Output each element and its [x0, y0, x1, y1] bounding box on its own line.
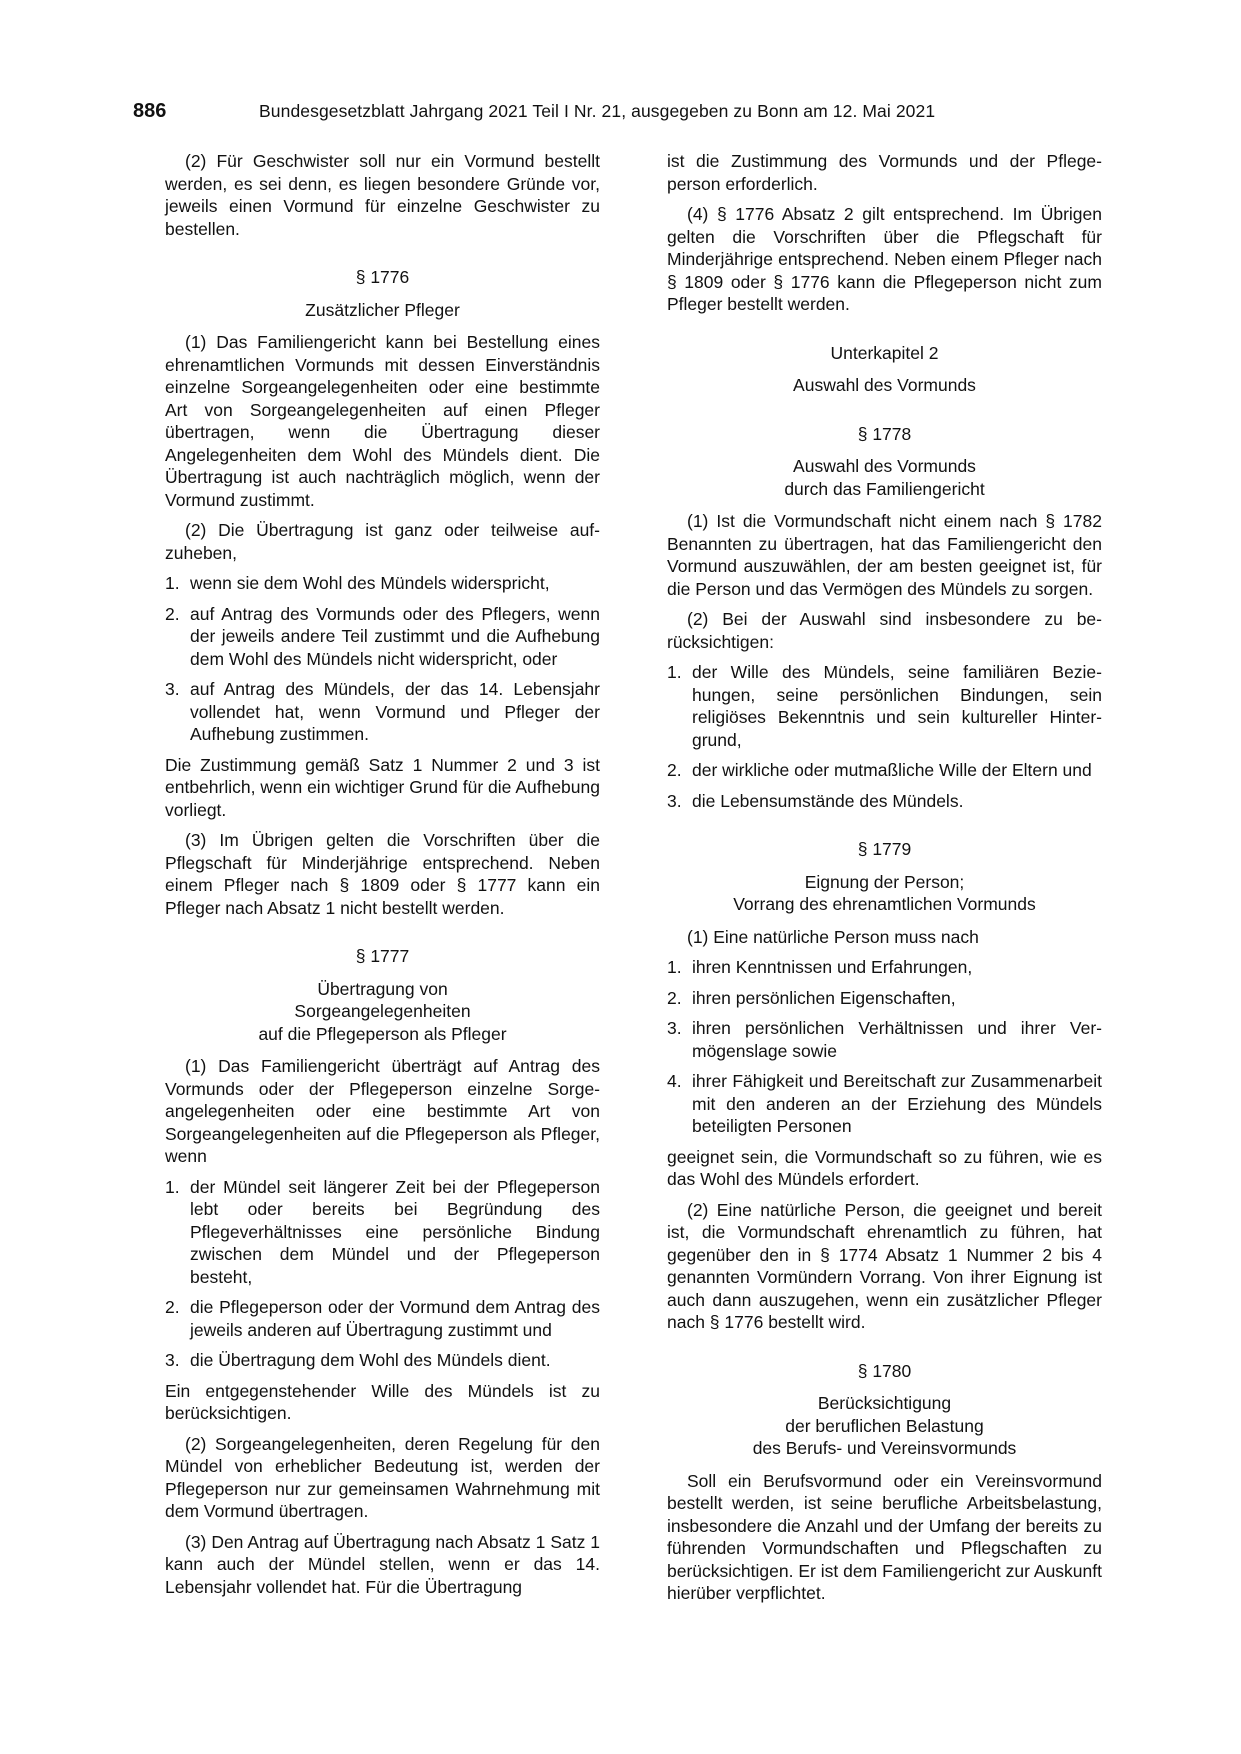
- paragraph: geeignet sein, die Vormundschaft so zu führen, wie es das Wohl des Mündels erfordert.: [667, 1146, 1102, 1189]
- subchapter-label: Unterkapitel 2: [830, 342, 939, 363]
- list-item: 3. ihren persönlichen Verhältnissen und ihrer Vermögenslage sowie: [667, 1018, 1102, 1061]
- enumeration: [165, 572, 600, 746]
- section-title: Übertragung von Sorgeangelegenheiten auf die Pflegeperson als Pfleger: [258, 978, 507, 1044]
- left-column: [165, 150, 600, 1606]
- paragraph: (2) Die Übertragung ist ganz oder teilweise aufzuheben,: [165, 520, 600, 563]
- section-title: Berücksichtigung der beruflichen Belastung des Berufs- und Vereinsvormunds: [752, 1393, 1017, 1458]
- section-title: Auswahl des Vormunds durch das Familiengericht: [784, 456, 985, 499]
- paragraph: (2) Bei der Auswahl sind insbesondere zu berücksichtigen:: [667, 609, 1102, 652]
- list-item: 1. der Wille des Mündels, seine familiären Beziehungen, seine persönlichen Bindungen, sein religiöses Bekenntnis und sein kultureller Hintergrund,: [667, 662, 1102, 750]
- paragraph: ist die Zustimmung des Vormunds und der Pflegeperson erforderlich.: [667, 151, 1102, 194]
- paragraph: (4) § 1776 Absatz 2 gilt entsprechend. Im Übrigen gelten die Vorschriften über die Pflegschaft für Minderjährige entsprechend. Neben einem Pfleger nach § 1809 oder § 1776 kann die Pflegeperson nicht zum Pfleger bestellt werden.: [667, 204, 1102, 314]
- section-number: § 1777: [355, 946, 410, 966]
- list-item: 2. der wirkliche oder mutmaßliche Wille der Eltern und: [667, 760, 1092, 780]
- list-item: 1. wenn sie dem Wohl des Mündels widerspricht,: [165, 573, 550, 593]
- list-item: 3. auf Antrag des Mündels, der das 14. Lebensjahr vollendet hat, wenn Vormund und Pfleger der Aufhebung zustimmen.: [165, 679, 600, 744]
- page-header: [133, 100, 989, 126]
- paragraph: (1) Eine natürliche Person muss nach: [687, 926, 979, 947]
- paragraph: (2) Für Geschwister soll nur ein Vormund bestellt werden, es sei denn, es liegen besondere Gründe vor, jeweils einen Vormund für einzelne Geschwister zu bestellen.: [165, 151, 600, 239]
- section-number: § 1778: [857, 423, 912, 444]
- enumeration: [667, 956, 1102, 1138]
- list-item: 2. ihren persönlichen Eigenschaften,: [667, 987, 956, 1008]
- paragraph: (2) Eine natürliche Person, die geeignet und bereit ist, die Vormundschaft ehrenamtlich zu führen, hat gegenüber den in § 1774 Absatz 1 Nummer 2 bis 4 genannten Vormündern Vorrang. Von ihrer Eignung ist auch dann auszugehen, wenn ein zusätzlicher Pfleger nach § 1776 bestellt wird.: [667, 1199, 1102, 1332]
- paragraph: Die Zustimmung gemäß Satz 1 Nummer 2 und 3 ist entbehrlich, wenn ein wichtiger Grund für die Aufhebung vorliegt.: [165, 754, 600, 820]
- section-title: Eignung der Person; Vorrang des ehrenamtlichen Vormunds: [733, 871, 1036, 914]
- paragraph: (1) Das Familiengericht überträgt auf Antrag des Vormunds oder der Pflegeperson einzelne Sorgeangelegenheiten oder eine bestimmte Art von Sorgeangelegenheiten auf die Pflegeperson als Pfleger, wenn: [165, 1056, 600, 1166]
- list-item: 4. ihrer Fähigkeit und Bereitschaft zur Zusammenarbeit mit den anderen an der Erziehung des Mündels beteiligten Personen: [667, 1071, 1102, 1136]
- section-number: § 1780: [857, 1360, 912, 1381]
- paragraph: (3) Im Übrigen gelten die Vorschriften über die Pflegschaft für Minderjährige entsprechend. Neben einem Pfleger nach § 1809 oder § 1777 kann ein Pfleger nach Absatz 1 nicht bestellt werden.: [165, 830, 600, 918]
- list-item: 3. die Lebensumstände des Mündels.: [667, 790, 964, 811]
- list-item: 2. auf Antrag des Vormunds oder des Pflegers, wenn der jeweils andere Teil zustimmt und die Aufhebung dem Wohl des Mündels nicht widerspricht, oder: [165, 603, 600, 669]
- list-item: 2. die Pflegeperson oder der Vormund dem Antrag des jeweils anderen auf Übertragung zustimmt und: [165, 1297, 600, 1340]
- list-item: 1. ihren Kenntnissen und Erfahrungen,: [667, 957, 973, 977]
- enumeration: [667, 661, 1102, 812]
- list-item: 1. der Mündel seit längerer Zeit bei der Pflegeperson lebt oder bereits bei Begründung des Pflegeverhältnisses eine persönliche Bindung zwischen dem Mündel und der Pflegeperson besteht,: [165, 1176, 600, 1287]
- paragraph: (2) Sorgeangelegenheiten, deren Regelung für den Mündel von erheblicher Bedeutung ist, werden der Pflegeperson nur zur gemeinsamen Wahrnehmung mit dem Vormund übertragen.: [165, 1433, 600, 1521]
- paragraph: Ein entgegenstehender Wille des Mündels ist zu berücksichtigen.: [165, 1380, 600, 1423]
- running-title: Bundesgesetzblatt Jahrgang 2021 Teil I Nr. 21, ausgegeben zu Bonn am 12. Mai 2021: [259, 101, 936, 121]
- enumeration: [165, 1176, 600, 1372]
- section-number: § 1776: [355, 267, 410, 287]
- page-number: 886: [133, 100, 167, 122]
- section-number: § 1779: [857, 839, 912, 859]
- paragraph: (3) Den Antrag auf Übertragung nach Absatz 1 Satz 1 kann auch der Mündel stellen, wenn er das 14. Lebensjahr vollendet hat. Für die Übertragung: [165, 1531, 600, 1597]
- list-item: 3. die Übertragung dem Wohl des Mündels dient.: [165, 1350, 551, 1370]
- paragraph: (1) Ist die Vormundschaft nicht einem nach § 1782 Benannten zu übertragen, hat das Familiengericht den Vormund auszuwählen, der am besten geeignet ist, für die Person und das Vermögen des Mündels zu sorgen.: [667, 511, 1102, 599]
- subchapter-title: Auswahl des Vormunds: [793, 375, 976, 395]
- paragraph: Soll ein Berufsvormund oder ein Vereinsvormund bestellt werden, ist seine berufliche Arbeitsbelastung, insbesondere die Anzahl und der Umfang der bereits zu führenden Vormundschaften und Pflegschaften zu berücksichtigen. Er ist dem Familiengericht zur Auskunft hierüber verpflichtet.: [667, 1470, 1102, 1603]
- right-column: [667, 150, 1102, 1613]
- section-title: Zusätzlicher Pfleger: [305, 299, 460, 320]
- paragraph: (1) Das Familiengericht kann bei Bestellung eines ehrenamtlichen Vormunds mit dessen Einverständnis einzelne Sorgeangelegenheiten oder eine bestimmte Art von Sorgeangelegenheiten auf einen Pfleger übertragen, wenn die Übertragung dieser Angelegenheiten dem Wohl des Mündels dient. Die Übertragung ist auch nachträglich möglich, wenn der Vormund zustimmt.: [165, 332, 600, 510]
